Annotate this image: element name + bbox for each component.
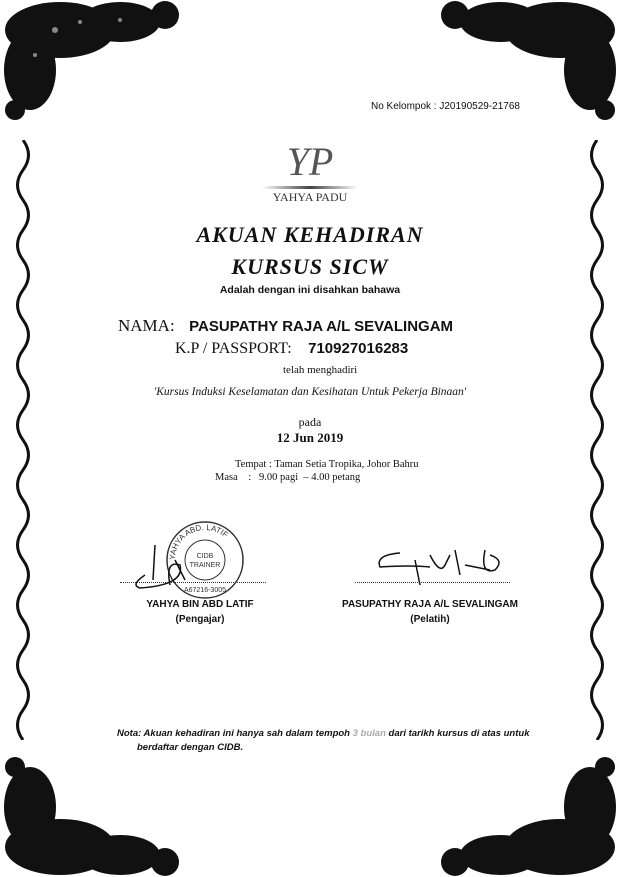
svg-text:CIDB: CIDB [196, 553, 214, 560]
svg-text:TRAINER: TRAINER [189, 562, 221, 569]
logo-monogram: YP [286, 139, 334, 184]
trainer-signature-line [120, 582, 266, 583]
trainer-role: (Pengajar) [175, 614, 225, 625]
time-text: Masa : 9.00 pagi – 4.00 petang [215, 472, 361, 483]
trainer-block [90, 599, 310, 625]
group-number: No Kelompok : J20190529-21768 [371, 101, 520, 112]
intro-text: Adalah dengan ini disahkan bahawa [219, 284, 401, 296]
venue-text: Tempat : Taman Setia Tropika, Johor Bahru [235, 459, 419, 470]
note [117, 728, 530, 753]
note-line-2: berdaftar dengan CIDB. [137, 742, 244, 753]
logo-name: YAHYA PADU [272, 190, 348, 204]
trainee-role: (Pelatih) [410, 614, 450, 625]
svg-text:YAHYA ABD. LATIF: YAHYA ABD. LATIF [167, 522, 230, 561]
title-line-1: AKUAN KEHADIRAN [196, 222, 424, 247]
logo-underline [262, 186, 358, 189]
trainer-name: YAHYA BIN ABD LATIF [146, 599, 254, 610]
trainee-signature [370, 545, 510, 590]
course-date: 12 Jun 2019 [276, 430, 344, 445]
attended-text: telah menghadiri [283, 364, 358, 376]
trainee-name: PASUPATHY RAJA A/L SEVALINGAM [342, 599, 518, 610]
floral-corner-bottom-right [430, 757, 620, 877]
note-highlight: 3 bulan [352, 728, 386, 739]
on-label: pada [298, 415, 322, 429]
note-suffix: dari tarikh kursus di atas untuk [385, 728, 530, 739]
trainee-block [320, 599, 540, 625]
id-label: K.P / PASSPORT: [175, 340, 292, 357]
note-prefix: Nota: Akuan kehadiran ini hanya sah dalam tempoh [117, 728, 353, 739]
svg-text:A67216-3005: A67216-3005 [183, 587, 227, 594]
floral-corner-bottom-left [0, 757, 190, 877]
trainee-signature-line [355, 582, 510, 583]
id-number: 710927016283 [308, 340, 409, 357]
participant-name: PASUPATHY RAJA A/L SEVALINGAM [189, 318, 454, 335]
title-line-2: KURSUS SICW [231, 254, 389, 279]
floral-corner-top-left [0, 0, 190, 120]
name-label: NAMA: [118, 316, 175, 335]
course-name: 'Kursus Induksi Keselamatan dan Kesihatan Untuk Pekerja Binaan' [153, 386, 467, 398]
